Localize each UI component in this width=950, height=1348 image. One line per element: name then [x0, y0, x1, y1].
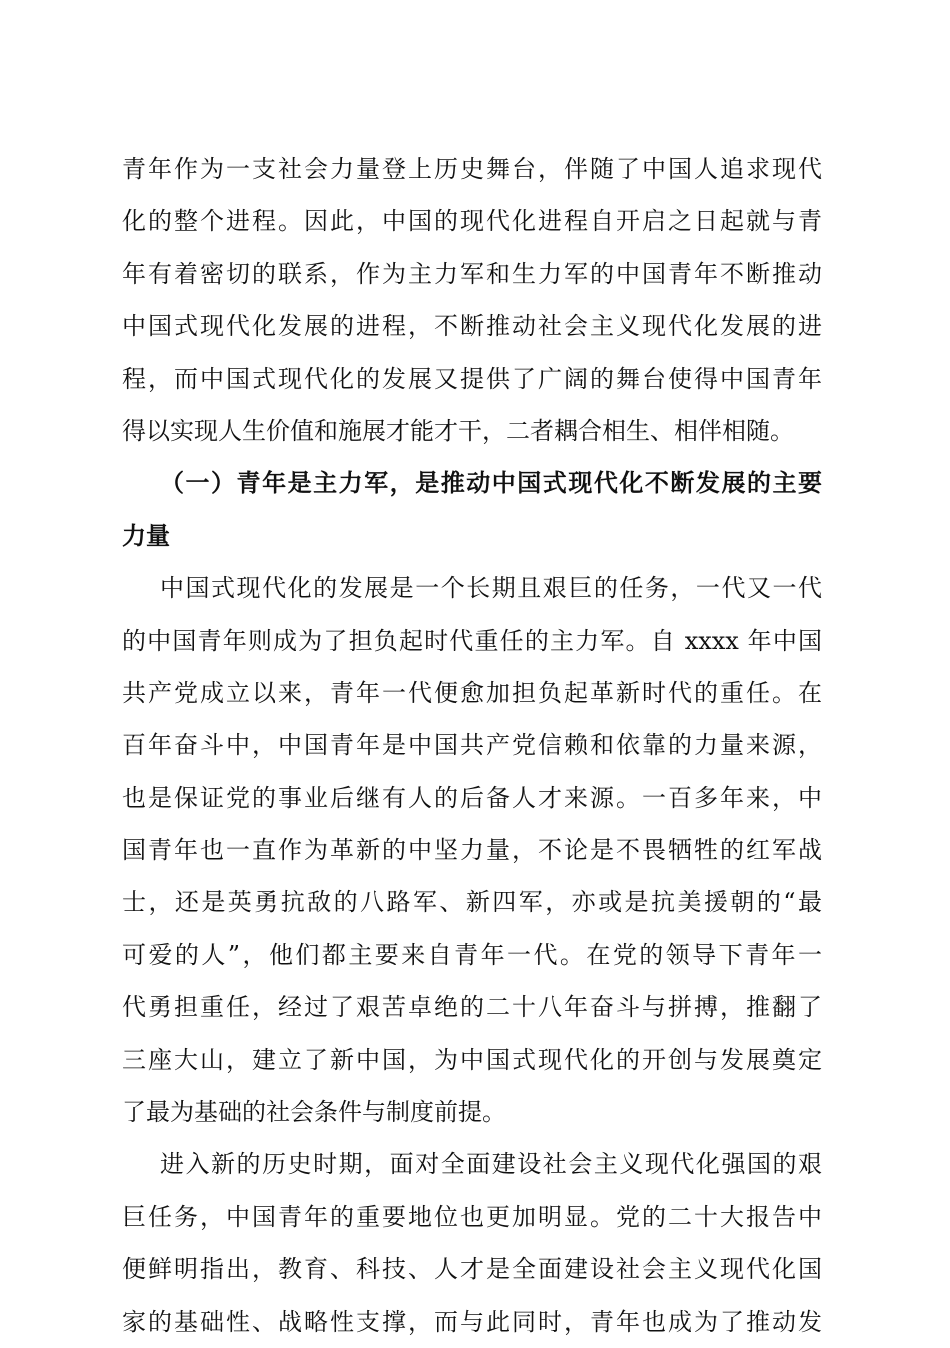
document-body [122, 143, 822, 1348]
paragraph-line: 三座大山，建立了新中国，为中国式现代化的开创与发展奠定 [122, 1045, 822, 1074]
section-heading-line: 力量 [122, 520, 170, 550]
paragraph-line: 的中国青年则成为了担负起时代重任的主力军。自 xxxx 年中国 [122, 626, 822, 655]
paragraph-line: 青年作为一支社会力量登上历史舞台，伴随了中国人追求现代 [122, 155, 822, 183]
paragraph-line: 了最为基础的社会条件与制度前提。 [122, 1098, 506, 1127]
paragraph-line: 得以实现人生价值和施展才能才干，二者耦合相生、相伴相随。 [122, 416, 794, 445]
paragraph-line: 共产党成立以来，青年一代便愈加担负起革新时代的重任。在 [122, 678, 822, 707]
paragraph-line: 便鲜明指出，教育、科技、人才是全面建设社会主义现代化国 [122, 1255, 822, 1284]
section-heading-line: （一）青年是主力军，是推动中国式现代化不断发展的主要 [160, 468, 822, 498]
paragraph-line: 国青年也一直作为革新的中坚力量，不论是不畏牺牲的红军战 [122, 836, 822, 865]
paragraph-line: 年有着密切的联系，作为主力军和生力军的中国青年不断推动 [122, 259, 822, 288]
paragraph-line: 也是保证党的事业后继有人的后备人才来源。一百多年来，中 [122, 783, 822, 812]
paragraph-line: 家的基础性、战略性支撑，而与此同时，青年也成为了推动发 [122, 1307, 822, 1336]
paragraph-line: 可爱的人”，他们都主要来自青年一代。在党的领导下青年一 [122, 940, 822, 969]
paragraph-line: 士，还是英勇抗敌的八路军、新四军，亦或是抗美援朝的“最 [122, 888, 822, 917]
paragraph-line: 进入新的历史时期，面对全面建设社会主义现代化强国的艰 [160, 1150, 822, 1179]
paragraph-line: 巨任务，中国青年的重要地位也更加明显。党的二十大报告中 [122, 1202, 822, 1231]
paragraph-line: 百年奋斗中，中国青年是中国共产党信赖和依靠的力量来源， [122, 731, 822, 760]
paragraph-line: 代勇担重任，经过了艰苦卓绝的二十八年奋斗与拼搏，推翻了 [122, 993, 822, 1022]
paragraph-line: 化的整个进程。因此，中国的现代化进程自开启之日起就与青 [122, 207, 822, 236]
paragraph-line: 中国式现代化发展的进程，不断推动社会主义现代化发展的进 [122, 312, 822, 341]
paragraph-line: 中国式现代化的发展是一个长期且艰巨的任务，一代又一代 [160, 574, 822, 603]
paragraph-line: 程，而中国式现代化的发展又提供了广阔的舞台使得中国青年 [122, 364, 822, 393]
